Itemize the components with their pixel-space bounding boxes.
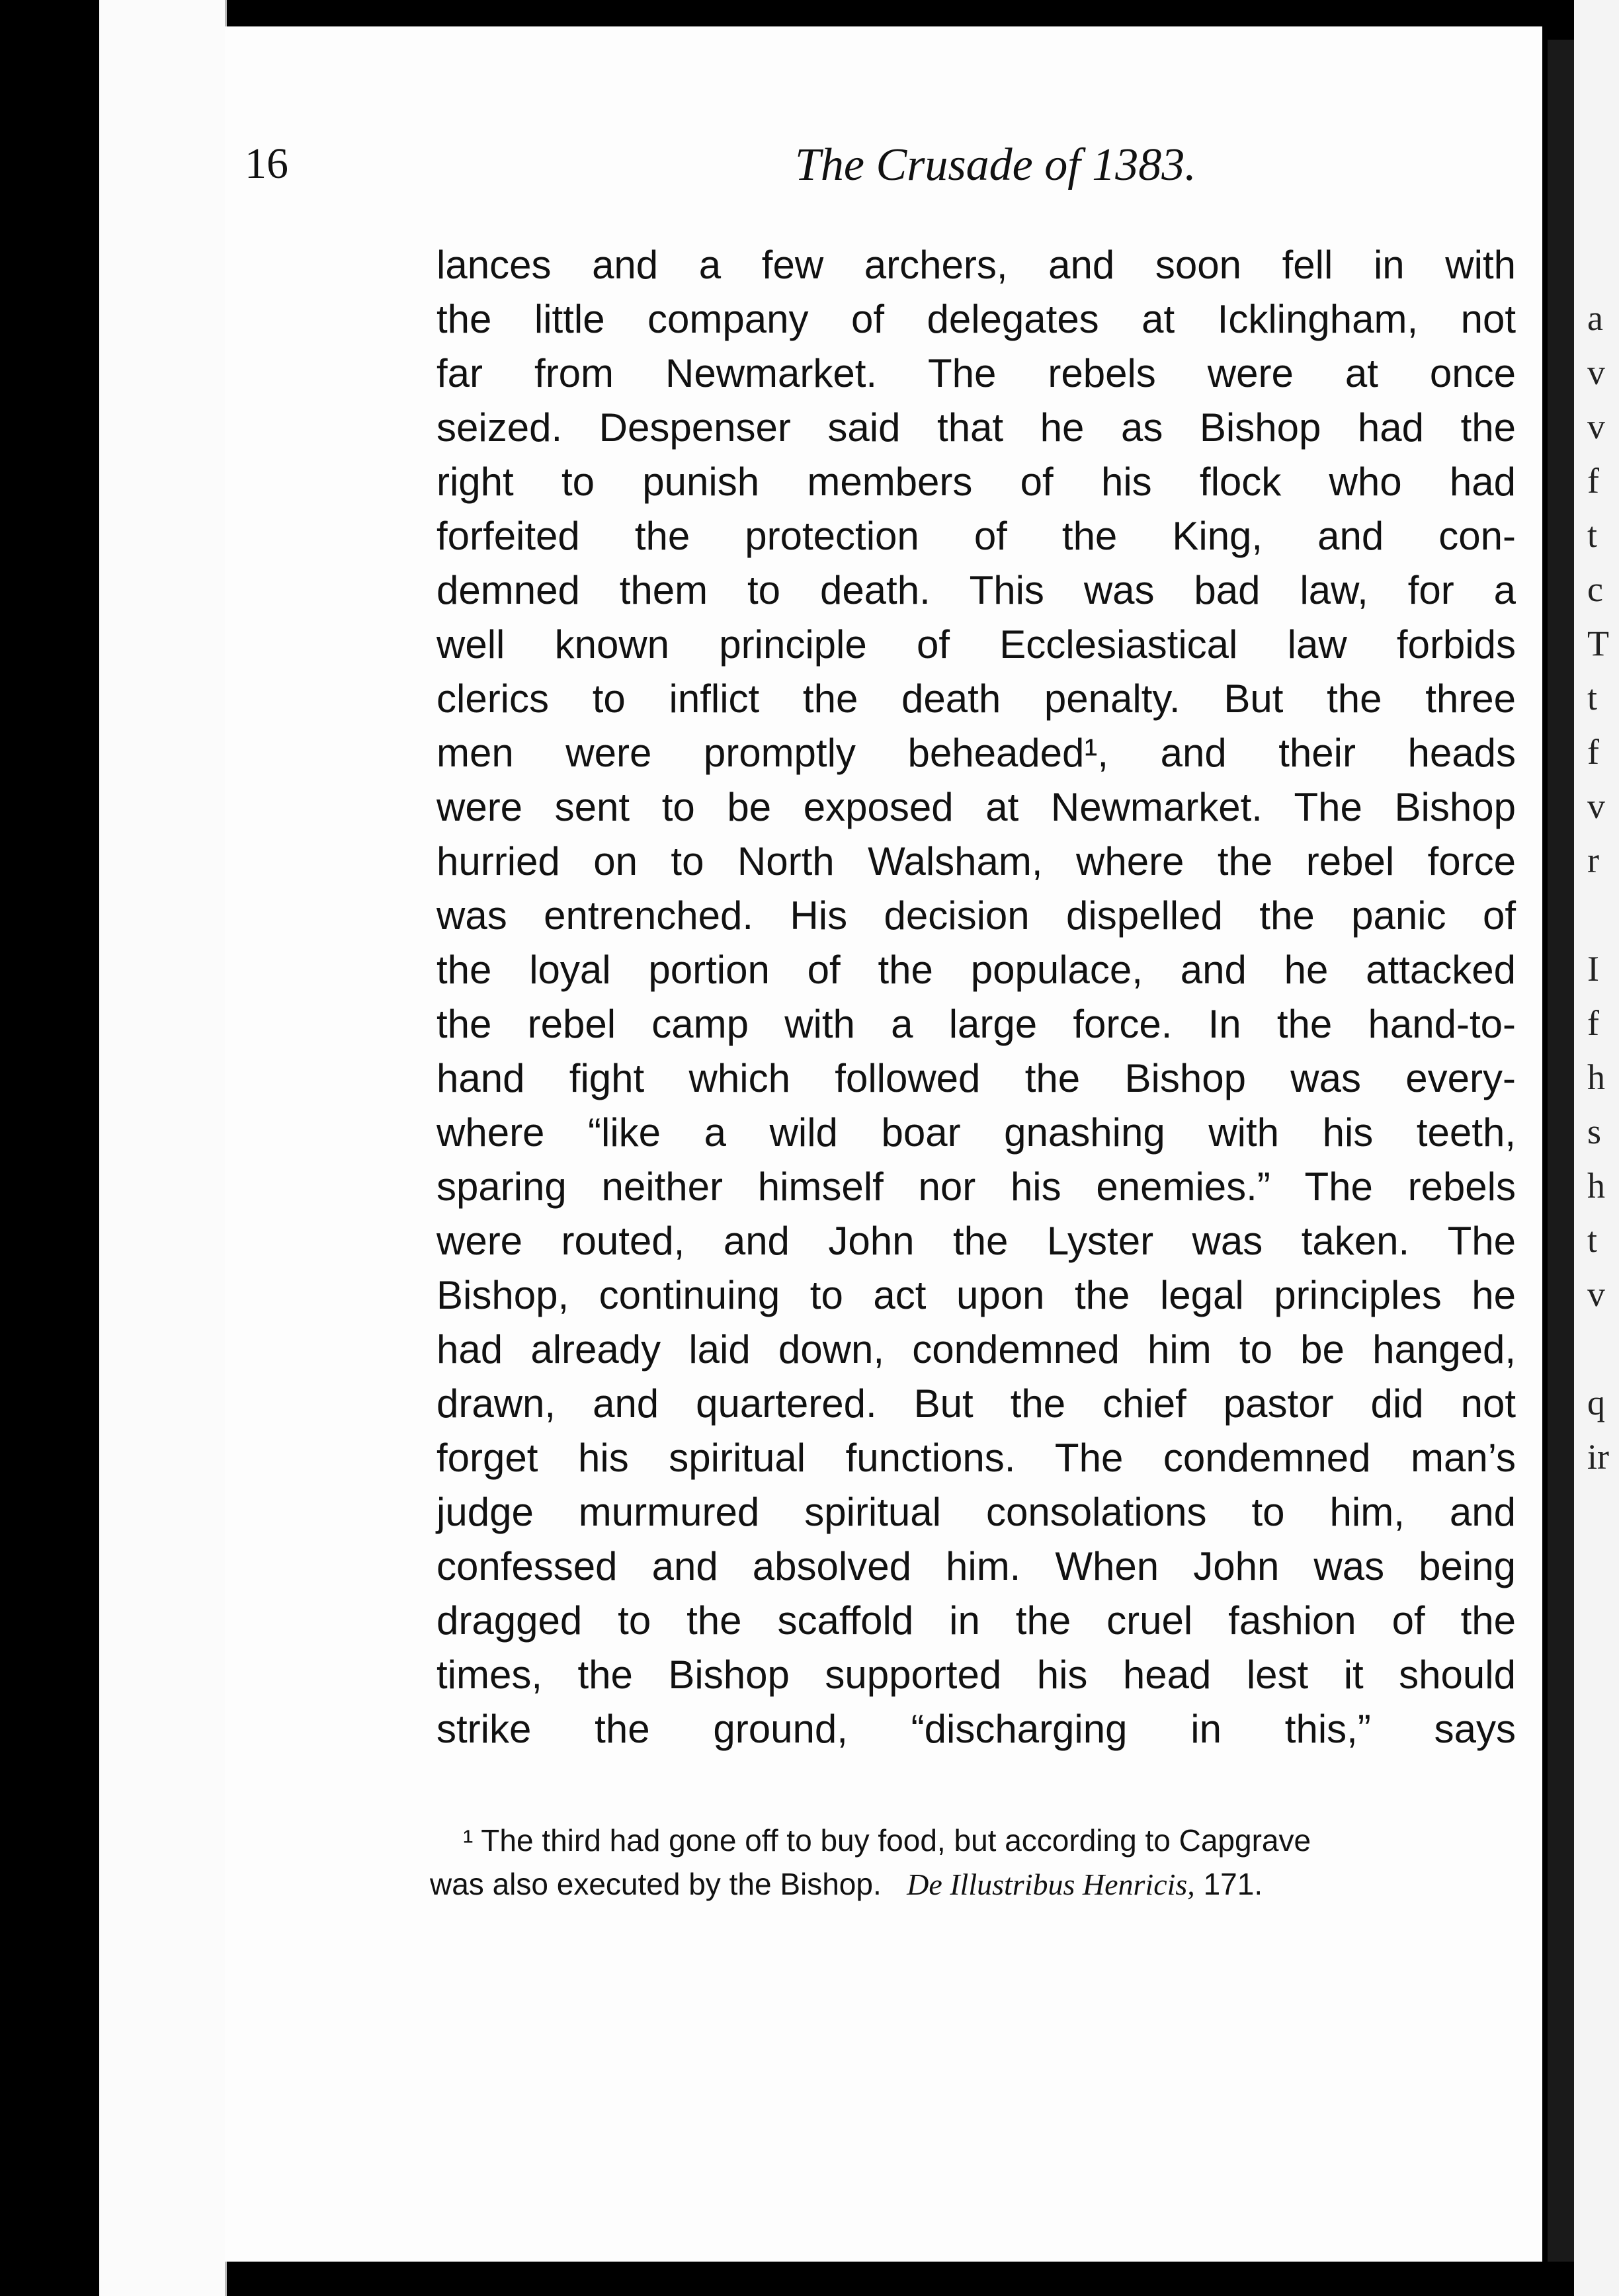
page-edge xyxy=(159,0,181,2296)
page-edge xyxy=(119,0,141,2296)
running-title: The Crusade of 1383. xyxy=(795,140,1196,190)
text-line: seized. Despenser said that he as Bishop had the xyxy=(436,405,1516,450)
margin-fragment: v xyxy=(1587,407,1605,446)
margin-fragment: I xyxy=(1587,949,1599,989)
text-line: were routed, and John the Lyster was taken. The xyxy=(436,1219,1516,1263)
margin-fragment: h xyxy=(1587,1166,1605,1206)
text-line: dragged to the scaffold in the cruel fashion of the xyxy=(436,1598,1516,1643)
text-line: Bishop, continuing to act upon the legal principles he xyxy=(436,1273,1516,1317)
text-line: times, the Bishop supported his head lest it should xyxy=(436,1653,1516,1697)
margin-fragment: t xyxy=(1587,515,1598,555)
text-line: sparing neither himself nor his enemies.” The rebels xyxy=(436,1165,1516,1209)
facing-page-margin-text xyxy=(1587,291,1619,1484)
margin-fragment: s xyxy=(1587,1112,1602,1151)
margin-fragment: ir xyxy=(1587,1437,1609,1477)
margin-fragment: c xyxy=(1587,569,1603,609)
text-line: was entrenched. His decision dispelled the panic of xyxy=(436,893,1516,938)
text-line: far from Newmarket. The rebels were at once xyxy=(436,351,1516,395)
text-line: right to punish members of his flock who had xyxy=(436,460,1516,504)
text-line: where “like a wild boar gnashing with his teeth, xyxy=(436,1110,1516,1155)
text-line: drawn, and quartered. But the chief pastor did not xyxy=(436,1381,1516,1426)
text-line: lances and a few archers, and soon fell in with xyxy=(436,243,1516,287)
page-edge xyxy=(139,0,161,2296)
text-line: well known principle of Ecclesiastical law forbids xyxy=(436,622,1516,667)
text-line: the loyal portion of the populace, and he attacked xyxy=(436,948,1516,992)
margin-fragment: v xyxy=(1587,352,1605,392)
footnote-citation-page: 171. xyxy=(1203,1867,1263,1901)
body-text xyxy=(436,238,1516,1756)
margin-fragment: f xyxy=(1587,1003,1599,1043)
margin-fragment: f xyxy=(1587,732,1599,772)
margin-fragment: v xyxy=(1587,786,1605,826)
text-line: forget his spiritual functions. The condemned man’s xyxy=(436,1436,1516,1480)
footnote-text: was also executed by the Bishop. xyxy=(430,1867,882,1901)
margin-fragment: a xyxy=(1587,298,1603,338)
margin-fragment xyxy=(1587,887,1619,942)
margin-fragment: v xyxy=(1587,1274,1605,1314)
text-line: strike the ground, “discharging in this,” says xyxy=(436,1707,1516,1751)
margin-fragment: r xyxy=(1587,840,1599,880)
footnote-citation: De Illustribus Henricis, xyxy=(907,1867,1195,1901)
margin-fragment: t xyxy=(1587,1220,1598,1260)
text-line: the rebel camp with a large force. In the hand-to- xyxy=(436,1002,1516,1046)
footnote xyxy=(430,1819,1488,1906)
text-line: judge murmured spiritual consolations to him, and xyxy=(436,1490,1516,1534)
text-line: had already laid down, condemned him to be hanged, xyxy=(436,1327,1516,1372)
margin-fragment: h xyxy=(1587,1057,1605,1097)
text-line: forfeited the protection of the King, and con- xyxy=(436,514,1516,558)
text-line: hand fight which followed the Bishop was every- xyxy=(436,1056,1516,1100)
page-edge xyxy=(198,0,227,2296)
text-line: clerics to inflict the death penalty. But the three xyxy=(436,676,1516,721)
footnote-line: ¹ The third had gone off to buy food, but according to Capgrave xyxy=(463,1823,1311,1858)
running-head xyxy=(245,126,1224,212)
margin-fragment: t xyxy=(1587,678,1598,718)
page-edge xyxy=(99,0,121,2296)
margin-fragment: q xyxy=(1587,1383,1605,1422)
text-line: the little company of delegates at Icklingham, not xyxy=(436,297,1516,341)
text-line: men were promptly beheaded¹, and their heads xyxy=(436,731,1516,775)
text-line: confessed and absolved him. When John was being xyxy=(436,1544,1516,1588)
text-line: hurried on to North Walsham, where the rebel force xyxy=(436,839,1516,883)
page-edge xyxy=(179,0,200,2296)
text-line: were sent to be exposed at Newmarket. The Bishop xyxy=(436,785,1516,829)
text-line: demned them to death. This was bad law, for a xyxy=(436,568,1516,612)
margin-fragment: f xyxy=(1587,461,1599,501)
margin-fragment xyxy=(1587,1321,1619,1375)
footnote-line xyxy=(430,1862,1488,1906)
book-spine xyxy=(1548,40,1574,2262)
page-number: 16 xyxy=(245,140,288,188)
margin-fragment: T xyxy=(1587,624,1609,663)
